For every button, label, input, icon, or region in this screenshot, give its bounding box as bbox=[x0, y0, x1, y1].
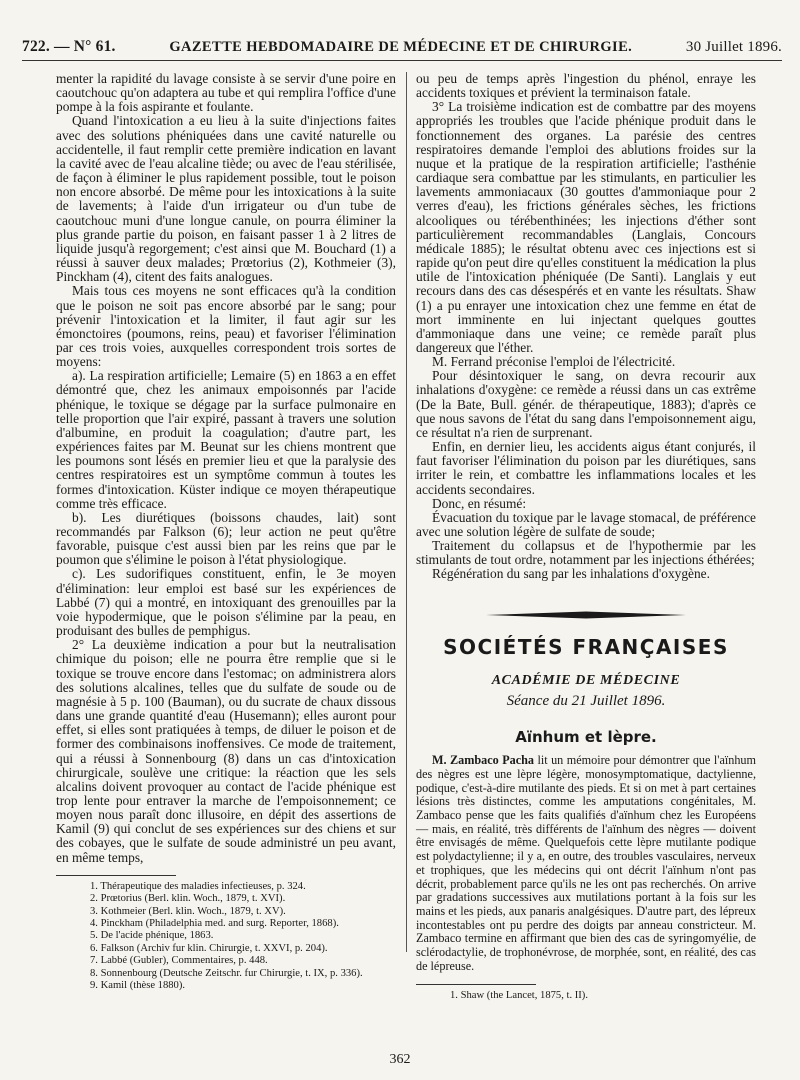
left-column-body bbox=[56, 72, 396, 865]
session-date: Séance du 21 Juillet 1896. bbox=[506, 692, 666, 709]
footnote: 8. Sonnenbourg (Deutsche Zeitschr. fur Chirurgie, t. IX, p. 336). bbox=[90, 967, 363, 979]
header-rule bbox=[22, 60, 782, 61]
right-paragraph: ou peu de temps après l'ingestion du phénol, enraye les accidents toxiques et prévient la terminaison fatale. bbox=[416, 71, 756, 101]
left-column bbox=[56, 72, 396, 992]
right-paragraph: 3° La troisième indication est de combattre par des moyens appropriés les troubles que l'acide phénique produit dans le fonctionnement des organes. La parésie des centres respiratoires demande l'emploi des ablutions froides sur la nuque et la pratique de la respiration artificielle; l'asthénie cardiaque sera combattue par les stimulants, en particulier les lavements ammoniacaux (30 gouttes d'ammoniaque pour 2 verres d'eau), les frictions générales sèches, les frictions alcooliques ou térébenthinées; les injections d'éther sont particulièrement recommandables (Langlais, Concours médicale 1885); le résultat obtenu avec ces injections est si rapide qu'on peut dire qu'elles constituent la médication la plus utile de l'intoxication phéniquée (De Santi). Langlais y eut recours dans des cas désespérés et en vante les résultats. Shaw (1) a pu enrayer une intoxication chez une femme en état de mort imminente en lui injectant quelques gouttes d'ammoniaque dans une veine; ce remède paraît plus dangereux que l'éther. bbox=[416, 99, 756, 355]
right-paragraph: M. Ferrand préconise l'emploi de l'électricité. bbox=[432, 354, 676, 370]
left-paragraph: a). La respiration artificielle; Lemaire (5) en 1863 a en effet démontré que, chez les animaux empoisonnés par l'acide phénique, le toxique se dégage par la surface pulmonaire en telle proportion que l'air expiré, passant à travers une solution d'albumine, en produit la coagulation; d'autre part, les expériences faites par M. Beunat sur les chiens montrent que les poumons sont lésés en premier lieu et que la paralysie des centres respiratoires est un symptôme commun à toutes les formes d'intoxication. Küster indique ce moyen thérapeutique comme très efficace. bbox=[56, 368, 396, 511]
right-paragraph: Pour désintoxiquer le sang, on devra recourir aux inhalations d'oxygène: ce remède a réussi dans un cas extrême (De la Bate, Bull. génér. de thérapeutique, 1883); d'après ce que nous savons de l'état du sang dans l'empoisonnement aigu, ce résultat n'a rien de surprenant. bbox=[416, 368, 756, 440]
left-paragraph: 2° La deuxième indication a pour but la neutralisation chimique du poison; elle ne pourra être remplie que si le toxique se trouve encore dans l'estomac; on administrera alors des solutions alcalines, telles que du sulfate de soude ou de magnésie à 5 p. 100 (Bauman), ou du sucrate de chaux dissous dans une grande quantité d'eau (Husemann); elles auront pour effet, si elles sont pratiquées à temps, de diluer le poison et de former des combinaisons inoffensives. Ce mode de traitement, qui a réussi à Sonnenbourg (8) dans un cas d'intoxication chirurgicale, soulève une critique: la réaction que les sels alcalins doivent provoquer au contact de l'acide phénique est trop lente pour entraver la marche de l'empoisonnement; ce moyen nous paraît donc illusoire, en dépit des assertions de Kamil (9) qui conclut de ses expériences sur des chiens et sur des cobayes, que le sulfate de soude administré un peu avant, en même temps, bbox=[56, 637, 396, 865]
ornament-rule-icon bbox=[486, 610, 686, 620]
right-paragraph: Enfin, en dernier lieu, les accidents aigus étant conjurés, il faut favoriser l'élimination du poison par les diurétiques, sans irriter le rein, et combattre les inflammations locales et les accidents secondaires. bbox=[416, 439, 756, 497]
footnote: 5. De l'acide phénique, 1863. bbox=[90, 930, 214, 942]
footnote: 4. Pinckham (Philadelphia med. and surg. Reporter, 1868). bbox=[90, 917, 339, 929]
footnote: 6. Falkson (Archiv fur klin. Chirurgie, t. XXVI, p. 204). bbox=[90, 942, 328, 954]
footnote: 9. Kamil (thèse 1880). bbox=[90, 980, 186, 991]
footnote-divider bbox=[56, 875, 176, 876]
section-title: SOCIÉTÉS FRANÇAISES bbox=[443, 634, 729, 659]
left-paragraph: Mais tous ces moyens ne sont efficaces qu'à la condition que le poison ne soit pas encore absorbé par le sang; pour prévenir l'intoxication et la limiter, il faut agir sur les émonctoires (poumons, reins, peau) et favoriser l'élimination par ces trois voies, auxquelles correspondent trois sortes de moyens: bbox=[56, 283, 396, 370]
page-number: 362 bbox=[389, 1052, 411, 1067]
issue-date: 30 Juillet 1896. bbox=[685, 39, 782, 55]
left-paragraph: c). Les sudorifiques constituent, enfin, le 3e moyen d'élimination: leur emploi est basé sur les expériences de Labbé (7) qui a montré, en intoxiquant des grenouilles par la voie hypodermique, que le poison s'élimine par la peau, en produisant des bulles de pemphigus. bbox=[56, 566, 396, 639]
left-paragraph: menter la rapidité du lavage consiste à se servir d'une poire en caoutchouc qu'on adaptera au tube et qui remplira l'office d'une pompe à la fois aspirante et foulante. bbox=[56, 71, 396, 115]
ornament-divider bbox=[416, 610, 756, 620]
footnote: 1. Thérapeutique des maladies infectieuses, p. 324. bbox=[90, 880, 306, 892]
right-column-body bbox=[416, 72, 756, 582]
article-subheading: Aïnhum et lèpre. bbox=[515, 728, 657, 747]
right-paragraph: Évacuation du toxique par le lavage stomacal, de préférence avec une solution légère de sulfate de soude; bbox=[416, 509, 756, 539]
footnote: 3. Kothmeier (Berl. klin. Woch., 1879, t. XV). bbox=[90, 905, 286, 917]
page-issue-number: 722. — N° 61. bbox=[22, 38, 116, 55]
right-paragraph: Traitement du collapsus et de l'hypothermie par les stimulants de tout ordre, notamment par les injections éthérées; bbox=[416, 538, 756, 568]
right-footnote: 1. Shaw (the Lancet, 1875, t. II). bbox=[450, 989, 588, 1001]
footnote: 7. Labbé (Gubler), Commentaires, p. 448. bbox=[90, 955, 268, 967]
left-footnotes bbox=[56, 881, 396, 993]
footnote: 2. Prœtorius (Berl. klin. Woch., 1879, t. XVI). bbox=[90, 893, 286, 905]
speaker-name: M. Zambaco Pacha bbox=[432, 753, 535, 768]
footnote-divider-right bbox=[416, 984, 536, 985]
left-paragraph: b). Les diurétiques (boissons chaudes, lait) sont recommandés par Falkson (6); leur action ne peut qu'être favorable, puisque c'est aussi bien par les reins que par le poumon que s'élimine le poison à l'état physiologique. bbox=[56, 509, 396, 568]
academy-heading: ACADÉMIE DE MÉDECINE bbox=[491, 672, 681, 688]
page-header bbox=[22, 38, 782, 56]
article-text: lit un mémoire pour démontrer que l'aïnhum des nègres est une lèpre légère, monosymptomatique, dactylienne, podique, c'est-à-dire mutilante des pieds. Et si on met à part certaines lésions très distinctes, comme les amputations congénitales, M. Zambaco pense que les faits qualifiés d'aïnhum chez les Européens — mais, en réalité, très différents de l'aïnhum des nègres — doivent être envisagés de même. Quelquefois cette lèpre mutilante podique est polydactylienne; il y a, en outre, des troubles vasculaires, nerveux et trophiques, que les médecins qui ont décrit l'aïnhum n'ont pas décrit, probablement parce qu'ils ne les ont pas recherchés. On arrive par gradations successives aux mutilations portant à la fois sur les mains et les pieds, aux panaris analgésiques. D'autre part, des lépreux incontestables ont pu perdre des doigts par anneau constricteur. M. Zambaco termine en affirmant que bien des cas de syringomyélie, de sclérodactylie, de trophonévrose, de morphée, sont, en réalité, des cas de lépreuse. bbox=[416, 753, 757, 973]
right-paragraph: Régénération du sang par les inhalations d'oxygène. bbox=[432, 566, 710, 582]
article-body bbox=[416, 754, 756, 973]
right-column bbox=[416, 72, 756, 1002]
column-divider bbox=[406, 72, 407, 952]
article-paragraph bbox=[416, 754, 756, 973]
right-paragraph: Donc, en résumé: bbox=[432, 495, 527, 511]
journal-title: GAZETTE HEBDOMADAIRE DE MÉDECINE ET DE CHIRURGIE. bbox=[169, 39, 633, 55]
left-paragraph: Quand l'intoxication a eu lieu à la suite d'injections faites avec des solutions phéniquées dans une cavité naturelle ou accidentelle, il faut remplir cette première indication en lavant la cavité avec de l'eau alcaline tiède; ou avec de l'eau stérilisée, de façon à éliminer le plus rapidement possible, tout le poison non encore absorbé. De même pour les intoxications à la suite de lavements; à l'aide d'un irrigateur ou d'un tube de caoutchouc muni d'une longue canule, on pourra éliminer la plus grande partie du poison, en faisant passer 1 à 2 litres de liquide jusqu'à regorgement; c'est ainsi que M. Bouchard (1) a réussi à sauver deux malades; Prœtorius (2), Kothmeier (3), Pinckham (4), citent des faits analogues. bbox=[56, 113, 396, 285]
